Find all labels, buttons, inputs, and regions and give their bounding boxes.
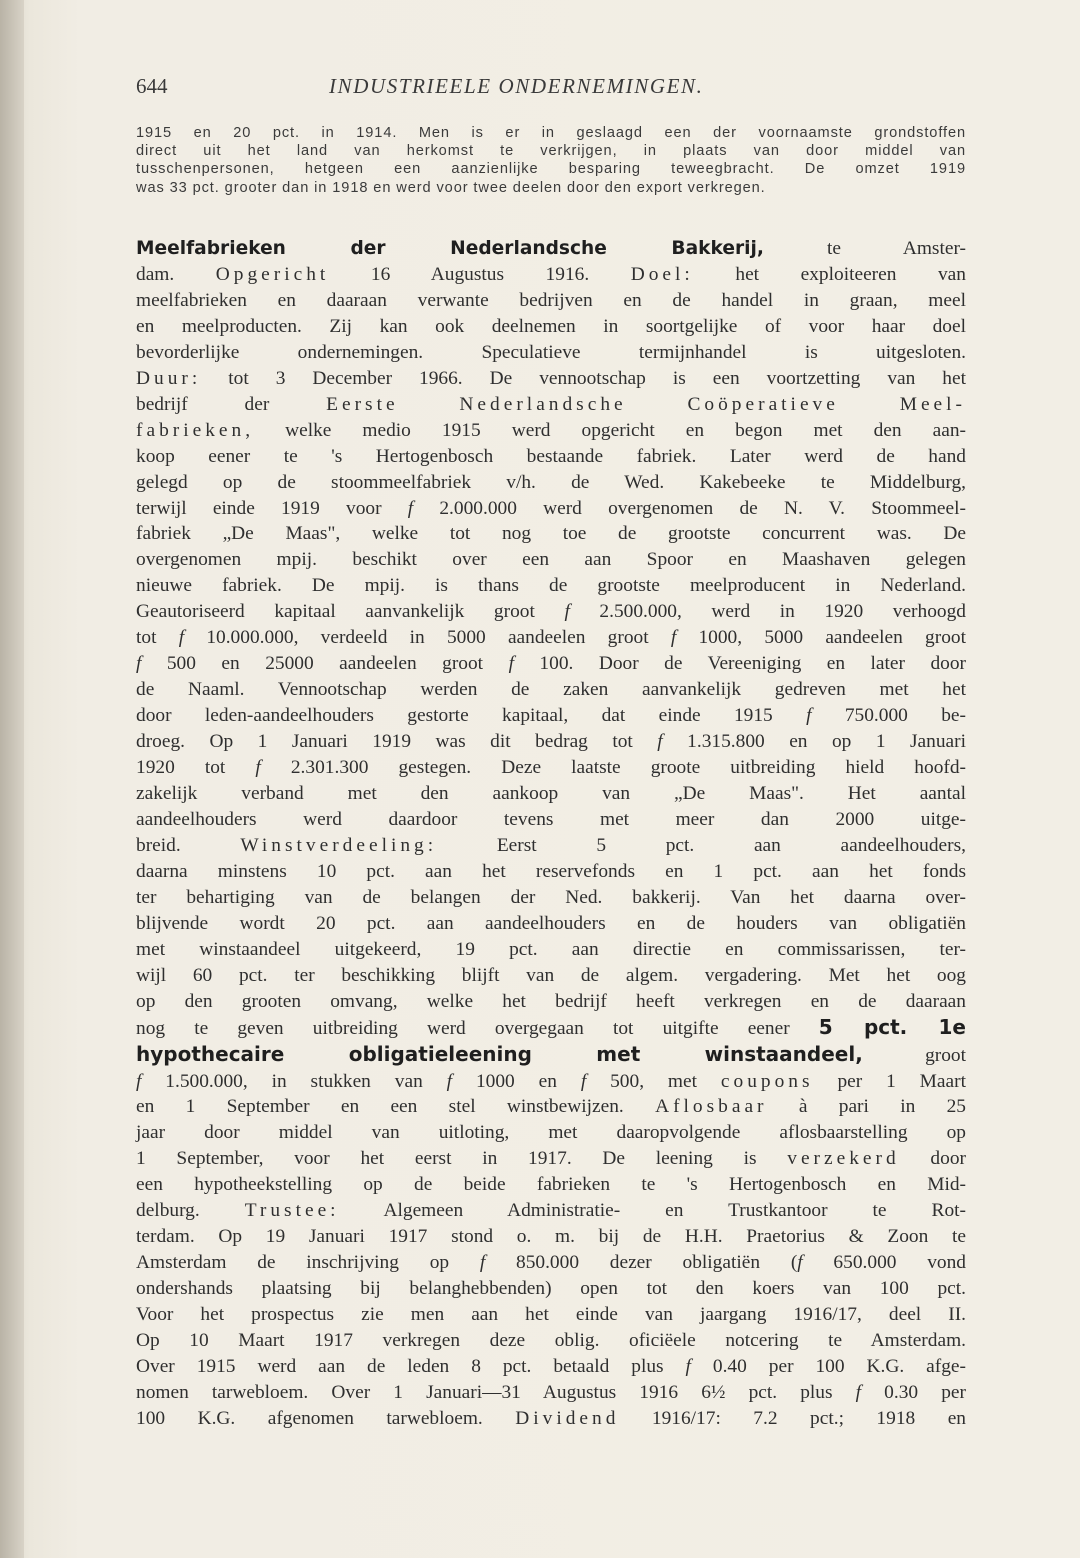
- label-coupons: coupons: [720, 1070, 814, 1092]
- company-article: [136, 236, 966, 1432]
- article-line: door leden-aandeelhouders gestorte kapitaal, dat einde 1915 f 750.000 be-: [136, 705, 966, 727]
- article-line: Over 1915 werd aan de leden 8 pct. betaald plus f 0.40 per 100 K.G. afge-: [136, 1355, 966, 1377]
- article-line: en 1 September en een stel winstbewijzen. Aflosbaar à pari in 25: [136, 1096, 966, 1118]
- article-line: f 1.500.000, in stukken van f 1000 en f 500, met coupons per 1 Maart: [136, 1070, 966, 1092]
- label-dividend: Dividend: [515, 1407, 620, 1429]
- article-line: 1920 tot f 2.301.300 gestegen. Deze laatste groote uitbreiding hield hoofd-: [136, 757, 966, 779]
- label-trustee: Trustee:: [244, 1200, 340, 1222]
- article-line: koop eener te 's Hertogenbosch bestaande fabriek. Later werd de hand: [136, 445, 966, 467]
- article-line: 100 K.G. afgenomen tarwebloem. Dividend 1916/17: 7.2 pct.; 1918 en: [136, 1407, 966, 1429]
- article-line: met winstaandeel uitgekeerd, 19 pct. aan directie en commissarissen, ter-: [136, 938, 966, 960]
- article-line: bevorderlijke ondernemingen. Speculatieve termijnhandel is uitgesloten.: [136, 341, 966, 363]
- company-name: Meelfabrieken der Nederlandsche Bakkerij,: [136, 238, 764, 259]
- running-title: INDUSTRIEELE ONDERNEMINGEN.: [329, 74, 704, 98]
- article-line: daarna minstens 10 pct. aan het reservefonds en 1 pct. aan het fonds: [136, 860, 966, 882]
- label-doel: Doel:: [630, 263, 694, 285]
- intro-line: direct uit het land van herkomst te verkrijgen, in plaats van door middel van: [136, 143, 966, 160]
- page-header: [136, 74, 966, 104]
- loan-title: hypothecaire obligatieleening met winstaandeel,: [136, 1041, 863, 1066]
- article-line: aandeelhouders werd daardoor tevens met meer dan 2000 uitge-: [136, 808, 966, 830]
- article-line: fabriek „De Maas", welke tot nog toe de grootste concurrent was. De: [136, 523, 966, 545]
- label-aflosbaar: Aflosbaar: [655, 1096, 768, 1118]
- label-verzekerd: verzekerd: [787, 1148, 900, 1170]
- article-line: Amsterdam de inschrijving op f 850.000 dezer obligatiën (f 650.000 vond: [136, 1252, 966, 1274]
- article-line: en meelproducten. Zij kan ook deelnemen in soortgelijke of voor haar doel: [136, 315, 966, 337]
- article-line: breid. Winstverdeeling: Eerst 5 pct. aan aandeelhouders,: [136, 834, 966, 856]
- article-line: f 500 en 25000 aandeelen groot f 100. Door de Vereeniging en later door: [136, 653, 966, 675]
- label-opgericht: Opgericht: [215, 263, 330, 285]
- article-line: Geautoriseerd kapitaal aanvankelijk groot f 2.500.000, werd in 1920 verhoogd: [136, 601, 966, 623]
- article-line: fabrieken, welke medio 1915 werd opgericht en begon met den aan-: [136, 419, 966, 441]
- article-line: op den grooten omvang, welke het bedrijf heeft verkregen en de daaraan: [136, 990, 966, 1012]
- article-line: blijvende wordt 20 pct. aan aandeelhouders en de houders van obligatiën: [136, 912, 966, 934]
- article-line: 1 September, voor het eerst in 1917. De leening is verzekerd door: [136, 1148, 966, 1170]
- spaced-company-name: Eerste Nederlandsche Coöperatieve Meel-: [326, 393, 967, 415]
- article-line: bedrijf der Eerste Nederlandsche Coöperatieve Meel-: [136, 393, 967, 415]
- article-line: Duur: tot 3 December 1966. De vennootschap is een voortzetting van het: [136, 367, 966, 389]
- intro-paragraph: [136, 124, 966, 197]
- article-line: overgenomen mpij. beschikt over een aan Spoor en Maashaven gelegen: [136, 549, 966, 571]
- article-line: ondershands plaatsing bij belanghebbenden) open tot den koers van 100 pct.: [136, 1278, 966, 1300]
- intro-line: tusschenpersonen, hetgeen een aanzienlijke besparing teweegbracht. De omzet 1919: [136, 161, 966, 178]
- loan-title: 5 pct. 1e: [818, 1014, 966, 1039]
- label-winstverdeeling: Winstverdeeling:: [240, 834, 438, 856]
- article-line: wijl 60 pct. ter beschikking blijft van de algem. vergadering. Met het oog: [136, 964, 966, 986]
- article-line: nieuwe fabriek. De mpij. is thans de grootste meelproducent in Nederland.: [136, 575, 966, 597]
- article-line: Voor het prospectus zie men aan het einde van jaargang 1916/17, deel II.: [136, 1304, 966, 1326]
- intro-line: was 33 pct. grooter dan in 1918 en werd voor twee deelen door den export verkregen.: [136, 179, 766, 196]
- article-line: tot f 10.000.000, verdeeld in 5000 aandeelen groot f 1000, 5000 aandeelen groot: [136, 627, 966, 649]
- article-line: meelfabrieken en daaraan verwante bedrijven en de handel in graan, meel: [136, 289, 966, 311]
- article-line: nomen tarwebloem. Over 1 Januari—31 Augustus 1916 6½ pct. plus f 0.30 per: [136, 1381, 966, 1403]
- book-gutter: [0, 0, 24, 1558]
- article-line: jaar door middel van uitloting, met daaropvolgende aflosbaarstelling op: [136, 1122, 966, 1144]
- article-line: ter behartiging van de belangen der Ned. bakkerij. Van het daarna over-: [136, 886, 966, 908]
- article-line: delburg. Trustee: Algemeen Administratie- en Trustkantoor te Rot-: [136, 1200, 966, 1222]
- article-line: nog te geven uitbreiding werd overgegaan tot uitgifte eener 5 pct. 1e: [136, 1014, 966, 1039]
- label-duur: Duur:: [136, 367, 202, 389]
- article-line: terdam. Op 19 Januari 1917 stond o. m. bij de H.H. Praetorius & Zoon te: [136, 1226, 966, 1248]
- article-line: gelegd op de stoommeelfabriek v/h. de Wed. Kakebeeke te Middelburg,: [136, 471, 966, 493]
- intro-line: 1915 en 20 pct. in 1914. Men is er in geslaagd een der voornaamste grondstoffen: [136, 125, 966, 141]
- article-line: dam. Opgericht 16 Augustus 1916. Doel: het exploiteeren van: [136, 263, 966, 285]
- article-line: een hypotheekstelling op de beide fabrieken te 's Hertogenbosch en Mid-: [136, 1174, 966, 1196]
- article-line: Meelfabrieken der Nederlandsche Bakkerij, te Amster-: [136, 238, 966, 259]
- article-line: de Naaml. Vennootschap werden de zaken aanvankelijk gedreven met het: [136, 679, 966, 701]
- page-number: 644: [136, 74, 168, 98]
- article-line: droeg. Op 1 Januari 1919 was dit bedrag tot f 1.315.800 en op 1 Januari: [136, 731, 967, 753]
- article-line: zakelijk verband met den aankoop van „De Maas". Het aantal: [136, 783, 966, 805]
- article-line: Op 10 Maart 1917 verkregen deze oblig. oficiëele notcering te Amsterdam.: [136, 1330, 966, 1352]
- article-line: terwijl einde 1919 voor f 2.000.000 werd overgenomen de N. V. Stoommeel-: [136, 497, 966, 519]
- article-line: hypothecaire obligatieleening met winstaandeel, groot: [136, 1041, 966, 1066]
